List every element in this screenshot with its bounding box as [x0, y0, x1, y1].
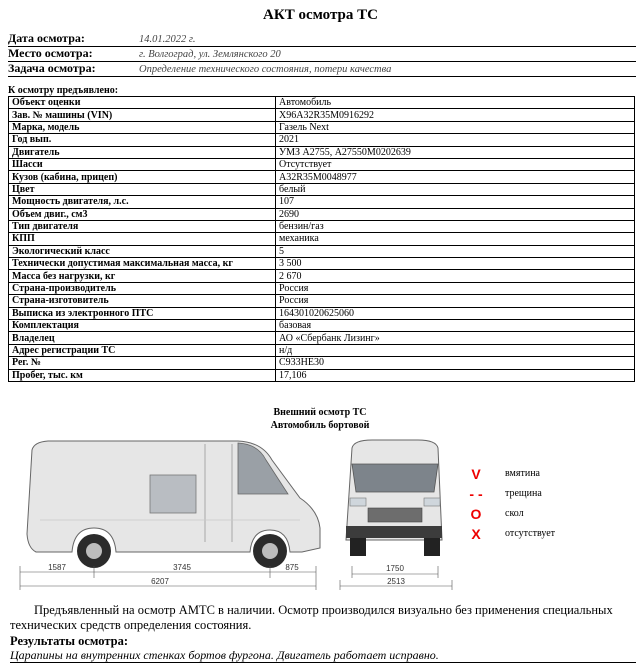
info-value: г. Волгоград, ул. Землянского 20 — [139, 49, 281, 60]
spec-key: КПП — [9, 233, 276, 245]
spec-key: Шасси — [9, 158, 276, 170]
inspection-info — [8, 32, 636, 77]
table-row — [9, 258, 635, 270]
spec-key: Адрес регистрации ТС — [9, 344, 276, 356]
table-row — [9, 357, 635, 369]
spec-value: АО «Сбербанк Лизинг» — [276, 332, 635, 344]
spec-key: Технически допустимая максимальная масса, кг — [9, 258, 276, 270]
table-row — [9, 344, 635, 356]
table-row — [9, 134, 635, 146]
spec-value: Россия — [276, 282, 635, 294]
table-row — [9, 121, 635, 133]
spec-key: Объект оценки — [9, 97, 276, 109]
spec-key: Пробег, тыс. км — [9, 369, 276, 381]
info-row-date — [8, 32, 636, 47]
table-row — [9, 320, 635, 332]
results-heading: Результаты осмотра: — [10, 634, 128, 648]
spec-value: Отсутствует — [276, 158, 635, 170]
spec-value: 2021 — [276, 134, 635, 146]
table-row — [9, 146, 635, 158]
legend-item — [465, 466, 585, 484]
inspection-paragraph: Предъявленный на осмотр АМТС в наличии. Осмотр производился визуально без применения специальных технических средств определения состояния. — [10, 603, 613, 632]
spec-key: Мощность двигателя, л.с. — [9, 196, 276, 208]
info-value: Определение технического состояния, потери качества — [139, 64, 392, 75]
info-row-place — [8, 47, 636, 62]
spec-value: механика — [276, 233, 635, 245]
section-subtitle: Автомобиль бортовой — [270, 420, 370, 431]
spec-value: A32R35M0048977 — [276, 171, 635, 183]
dim-rear-overhang: 1587 — [48, 563, 66, 572]
spec-key: Кузов (кабина, прицеп) — [9, 171, 276, 183]
info-label: Задача осмотра: — [8, 61, 96, 75]
spec-key: Комплектация — [9, 320, 276, 332]
spec-key: Объем двиг., см3 — [9, 208, 276, 220]
spec-value: 164301020625060 — [276, 307, 635, 319]
legend-item — [465, 486, 585, 504]
legend-label: скол — [505, 508, 524, 519]
van-front-view — [346, 440, 442, 556]
section-title: Внешний осмотр ТС — [273, 407, 367, 418]
spec-value: 2 670 — [276, 270, 635, 282]
dim-wheelbase: 3745 — [173, 563, 191, 572]
results-text: Царапины на внутренних стенках бортов фургона. Двигатель работает исправно. — [10, 648, 636, 663]
table-row — [9, 295, 635, 307]
crack-icon: - - — [469, 486, 483, 502]
table-row — [9, 332, 635, 344]
spec-value: н/д — [276, 344, 635, 356]
spec-key: Двигатель — [9, 146, 276, 158]
van-side-view — [27, 441, 320, 568]
spec-key: Владелец — [9, 332, 276, 344]
document-title: АКТ осмотра ТС — [263, 7, 378, 23]
table-row — [9, 97, 635, 109]
info-label: Дата осмотра: — [8, 31, 85, 45]
table-row — [9, 307, 635, 319]
dent-icon: V — [471, 466, 481, 482]
legend-item — [465, 526, 585, 544]
width-dimensions — [340, 564, 452, 590]
spec-value: С933НЕ30 — [276, 357, 635, 369]
spec-value: 5 — [276, 245, 635, 257]
info-value: 14.01.2022 г. — [139, 34, 196, 45]
dim-total-length: 6207 — [151, 577, 169, 586]
spec-key: Марка, модель — [9, 121, 276, 133]
spec-key: Масса без нагрузки, кг — [9, 270, 276, 282]
table-row — [9, 233, 635, 245]
chip-icon: O — [470, 506, 482, 522]
dim-front-overhang: 875 — [285, 563, 299, 572]
legend-label: трещина — [505, 488, 542, 499]
table-row — [9, 183, 635, 195]
spec-value: 17,106 — [276, 369, 635, 381]
table-row — [9, 208, 635, 220]
table-row — [9, 158, 635, 170]
info-row-task — [8, 62, 636, 77]
table-row — [9, 109, 635, 121]
table-row — [9, 171, 635, 183]
spec-key: Выписка из электронного ПТС — [9, 307, 276, 319]
dim-width: 2513 — [387, 577, 405, 586]
table-row — [9, 245, 635, 257]
spec-key: Рег. № — [9, 357, 276, 369]
legend-label: отсутствует — [505, 528, 556, 539]
spec-value: Газель Next — [276, 121, 635, 133]
spec-value: Россия — [276, 295, 635, 307]
table-row — [9, 270, 635, 282]
spec-value: бензин/газ — [276, 220, 635, 232]
spec-value: Автомобиль — [276, 97, 635, 109]
spec-key: Зав. № машины (VIN) — [9, 109, 276, 121]
table-row — [9, 196, 635, 208]
spec-value: X96A32R35M0916292 — [276, 109, 635, 121]
dim-track: 1750 — [386, 564, 404, 573]
spec-key: Год вып. — [9, 134, 276, 146]
info-label: Место осмотра: — [8, 46, 93, 60]
vehicle-specs-table — [8, 86, 635, 382]
missing-icon: X — [471, 526, 481, 542]
spec-value: белый — [276, 183, 635, 195]
spec-value: УМЗ А2755, А27550М0202639 — [276, 146, 635, 158]
table-row — [9, 282, 635, 294]
specs-caption: К осмотру предъявлено: — [8, 85, 119, 96]
legend-label: вмятина — [505, 468, 540, 479]
spec-value: 107 — [276, 196, 635, 208]
spec-value: 3 500 — [276, 258, 635, 270]
table-row — [9, 369, 635, 381]
legend-item — [465, 506, 585, 524]
spec-value: базовая — [276, 320, 635, 332]
spec-key: Страна-производитель — [9, 282, 276, 294]
spec-key: Страна-изготовитель — [9, 295, 276, 307]
spec-value: 2690 — [276, 208, 635, 220]
table-row — [9, 220, 635, 232]
spec-key: Тип двигателя — [9, 220, 276, 232]
spec-key: Экологический класс — [9, 245, 276, 257]
spec-key: Цвет — [9, 183, 276, 195]
